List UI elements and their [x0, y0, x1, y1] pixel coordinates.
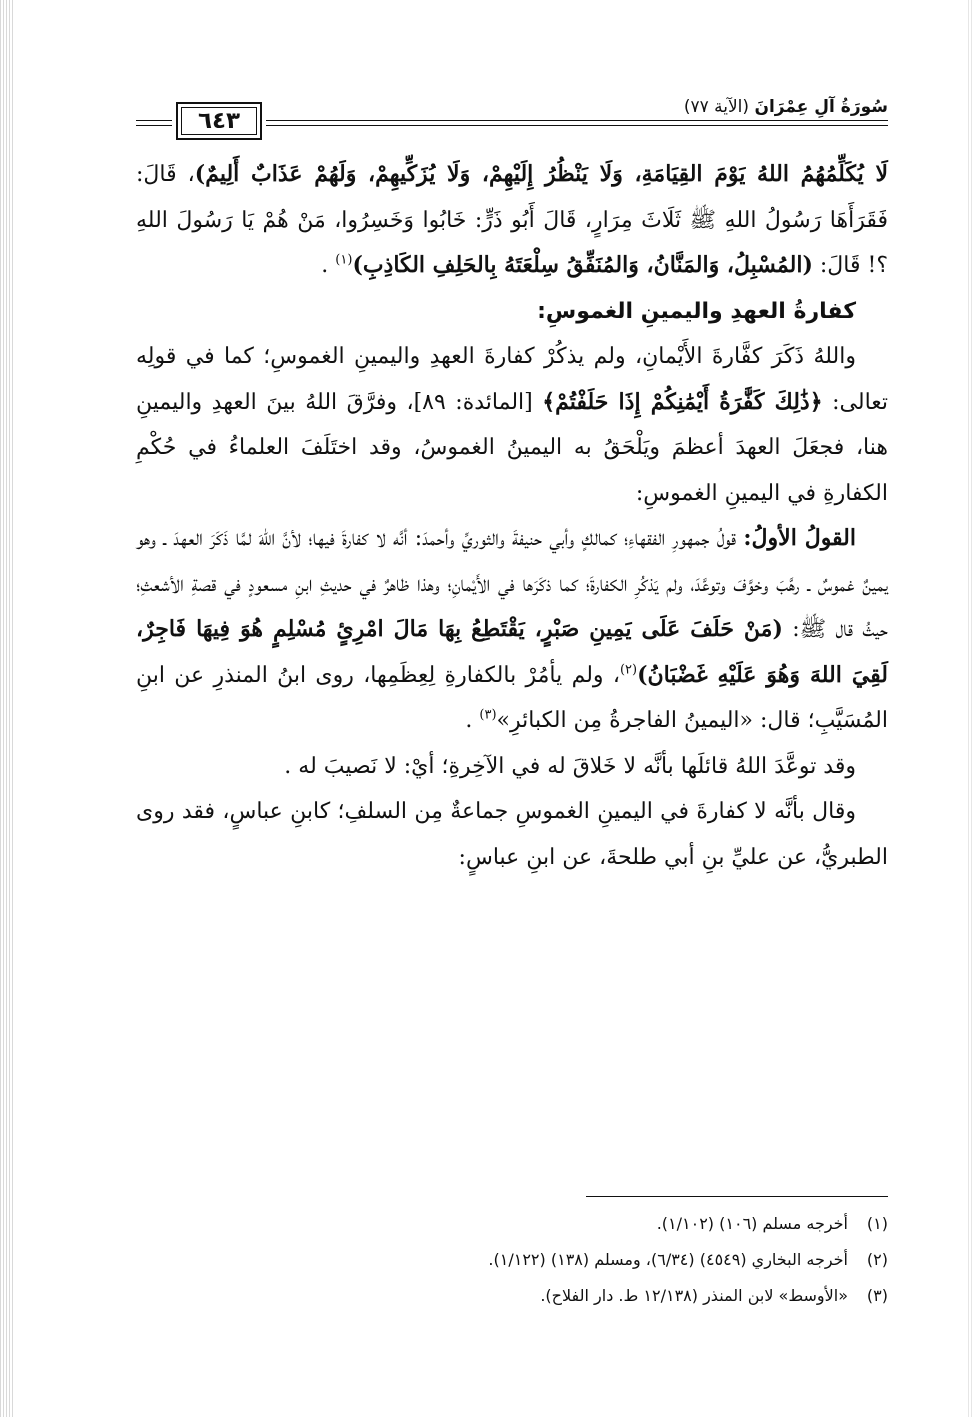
- page-number: ٦٤٣: [181, 107, 257, 135]
- header-rule-left-1: [136, 120, 172, 121]
- paragraph-hadith-abu-dharr: [136, 152, 888, 289]
- footnote-1: [136, 1206, 888, 1242]
- paragraph-ibn-abbas: وقال بأنَّه لا كفارةَ في اليمينِ الغموسِ جماعةٌ مِن السلفِ؛ كابنِ عباسٍ، فقد روى الطبريُّ، عن عليِّ بنِ أبي طلحةَ، عن ابنِ عباسٍ:: [136, 799, 888, 870]
- paragraph-text-cont: ، ولم يأمُرْ بالكفارةِ لِعِظَمِها، روى ابنُ المنذرِ عن ابنِ المُسَيَّبِ؛ قال: «اليمينُ الفاجرةُ مِن الكبائرِ»: [136, 662, 888, 733]
- hadith-text: (المُسْبِلُ، وَالمَنَّانُ، وَالمُنَفِّقُ سِلْعَتَهُ بِالحَلِفِ الكَاذِبِ): [352, 252, 813, 278]
- narration-text: ، قَالَ: فَقَرَأَهَا رَسُولُ اللهِ ﷺ ثَلَاثَ مِرَارٍ، قَالَ أَبُو ذَرٍّ: خَابُوا وَخَسِرُوا، مَنْ هُمْ يَا رَسُولَ اللهِ ؟! قَالَ:: [136, 162, 888, 278]
- page-number-box: [176, 102, 262, 140]
- section-heading: كفارةُ العهدِ واليمينِ الغموسِ:: [537, 298, 856, 324]
- quran-verse-text: لَا يُكَلِّمُهُمُ اللهُ يَوْمَ القِيَامَةِ، وَلَا يَنْظُرُ إِلَيْهِمْ، وَلَا يُزَكِّيهِمْ، وَلَهُمْ عَذَابٌ أَلِيمٌ): [194, 161, 888, 187]
- footnote-ref-2: (٢): [619, 662, 638, 678]
- page-header: [136, 92, 888, 142]
- footnote-number: (٣): [866, 1286, 888, 1305]
- surah-title: سُورَةُ آلِ عِمْرَانَ: [754, 97, 888, 117]
- paragraph-text: واللهُ ذَكَرَ كفَّارةَ الأَيْمانِ، ولم يذكُرْ كفارةَ العهدِ واليمينِ الغموسِ؛ كما في قولِه تعالى:: [136, 344, 889, 415]
- footnote-3: [136, 1278, 888, 1314]
- footnote-text: أخرجه البخاري (٤٥٤٩) (٦/٣٤)، ومسلم (١٣٨) (١/١٢٢).: [488, 1250, 848, 1269]
- verse-reference: (الآية ٧٧): [683, 97, 750, 117]
- paragraph-text: قولُ جمهورِ الفقهاءِ؛ كمالكٍ وأبي حنيفةَ والثوريِّ وأحمدَ: أنَّه لا كفارةَ فيها؛ لأنَّ اللهَ لمَّا ذَكَرَ العهدَ ـ وهو يمينٌ غموسٌ ـ رهَّبَ وخوَّفَ وتوعَّدَ، ولم يَذكُرِ الكفارةَ؛ كما ذكَرَها في الأَيْمانِ؛ وهذا ظاهرٌ في حديثِ ابنِ مسعودٍ في قصةِ الأشعثِ؛ حيثُ قال ﷺ:: [136, 526, 889, 642]
- paragraph-first-opinion: [136, 516, 888, 744]
- sentence-end: .: [321, 253, 336, 278]
- paragraph-threat: وقد توعَّدَ اللهُ قائلَها بأنَّه لا خَلاقَ له في الآخِرةِ؛ أيْ: لا نَصيبَ له .: [284, 753, 856, 779]
- footnote-separator: [586, 1196, 888, 1197]
- footnote-ref-1: (١): [335, 252, 353, 268]
- header-rule-left-2: [136, 125, 172, 126]
- footnote-ref-3: (٣): [479, 707, 497, 723]
- page-edge-right: [968, 0, 974, 1417]
- footnote-number: (١): [866, 1214, 888, 1233]
- sentence-end: .: [465, 708, 480, 733]
- header-rule-right-2: [266, 125, 888, 126]
- footnote-number: (٢): [866, 1250, 888, 1269]
- running-title: [684, 92, 888, 122]
- hadith-quote: (مَنْ حَلَفَ عَلَى يَمِينِ صَبْرٍ، يَقْتَطِعُ بِهَا مَالَ امْرِئٍ مُسْلِمٍ هُوَ فِيهَا فَاجِرٌ، لَقِيَ اللهَ وَهُوَ عَلَيْهِ غَضْبَانُ): [136, 616, 888, 688]
- paragraph-kaffara: [136, 334, 888, 516]
- footnote-text: أخرجه مسلم (١٠٦) (١/١٠٢).: [656, 1214, 848, 1233]
- footnote-text: «الأوسط» لابن المنذر (١٢/١٣٨ ط. دار الفلاح).: [540, 1286, 848, 1305]
- footnote-2: [136, 1242, 888, 1278]
- main-text: [136, 152, 888, 880]
- footnotes: [136, 1206, 888, 1314]
- opinion-label: القولُ الأولُ:: [743, 525, 856, 551]
- paragraph-text-cont: [المائدة: ٨٩]، وفرَّقَ اللهُ بينَ العهدِ واليمينِ هنا، فجعَلَ العهدَ أعظمَ ويَلْحَقُ به اليمينُ الغموسُ، وقد اختَلَفَ العلماءُ في حُكْمِ الكفارةِ في اليمينِ الغموسِ:: [136, 389, 888, 506]
- page-edge-left: [0, 0, 14, 1417]
- quran-quote: ﴿ذَٰلِكَ كَفَّٰرَةُ أَيْمَٰنِكُمْ إِذَا حَلَفْتُمْ﴾: [542, 388, 823, 415]
